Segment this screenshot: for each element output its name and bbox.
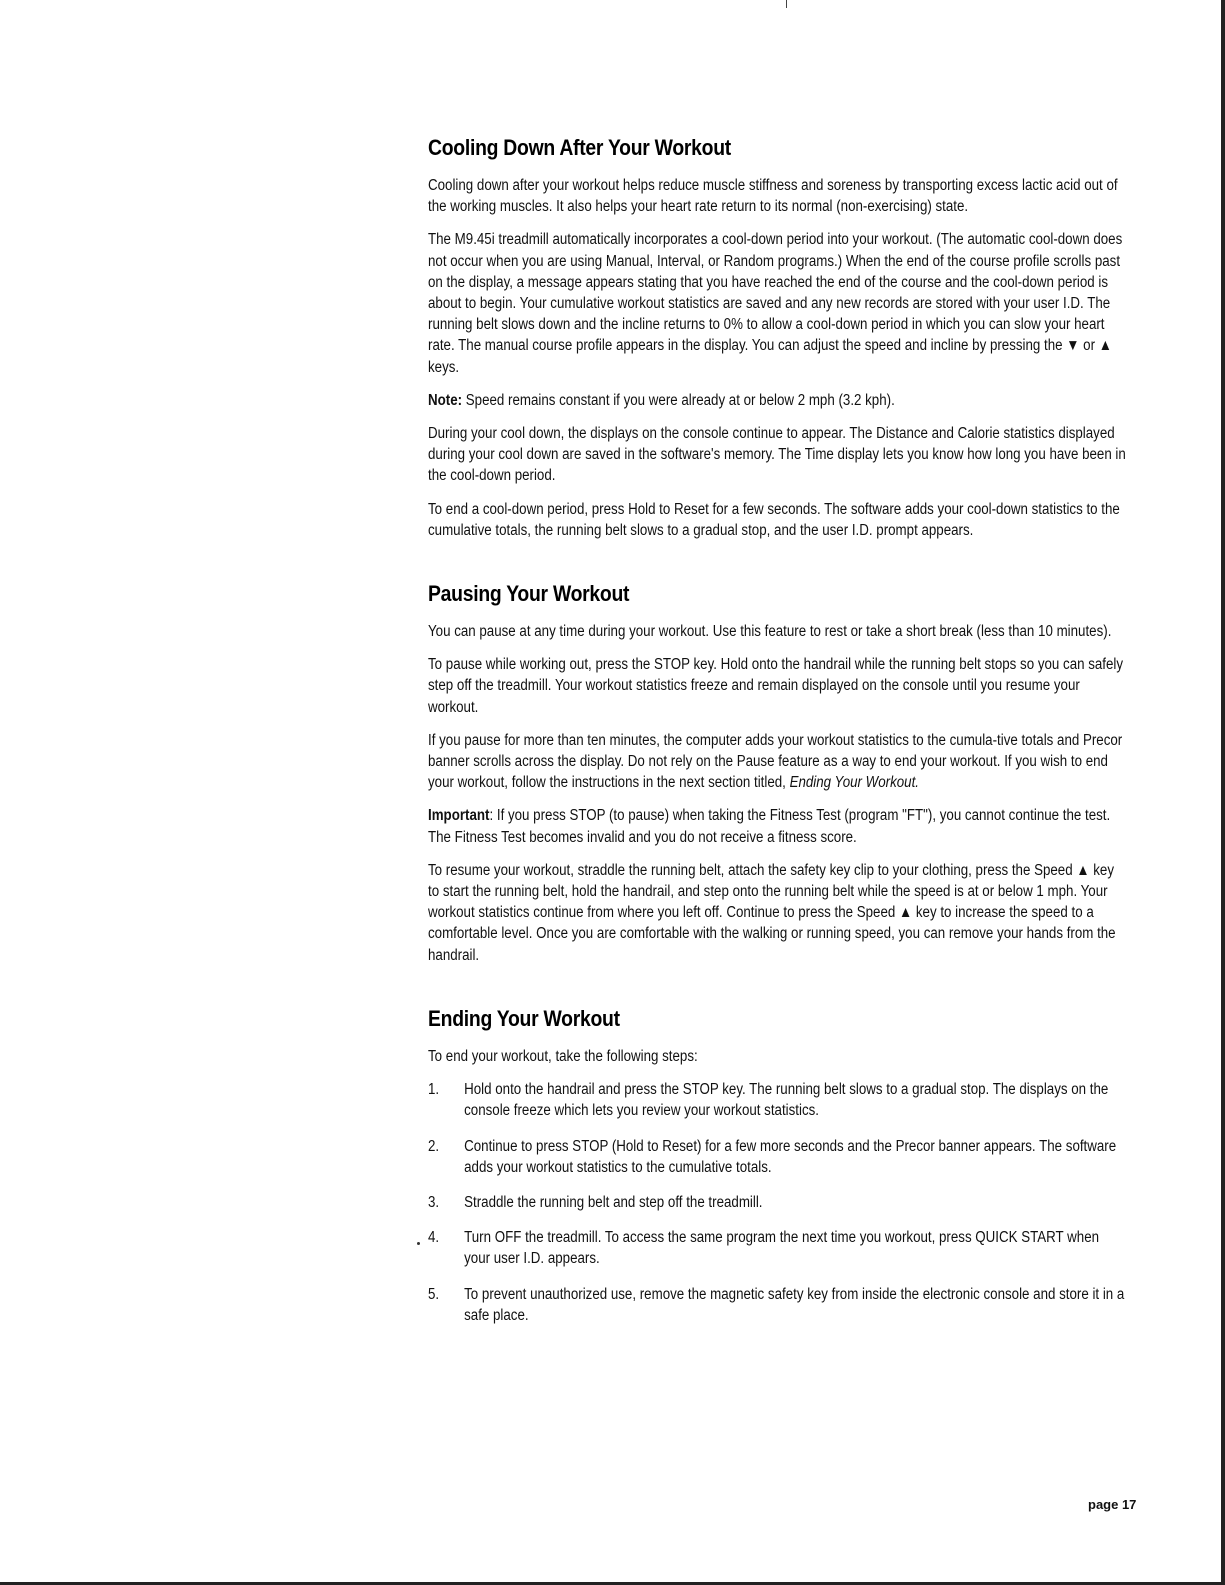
list-item (428, 1136, 1128, 1178)
step-text: Turn OFF the treadmill. To access the same program the next time you workout, press QUICK START when your user I.D. appears. (464, 1229, 1100, 1268)
paragraph: Cooling down after your workout helps reduce muscle stiffness and soreness by transporting excess lactic acid out of the working muscles. It also helps your heart rate return to its normal (non-exercising) state. (428, 177, 1118, 216)
list-item (428, 1227, 1128, 1269)
step-text: To prevent unauthorized use, remove the magnetic safety key from inside the electronic console and store it in a safe place. (464, 1285, 1125, 1324)
section-title-cooling: Cooling Down After Your Workout (428, 135, 731, 160)
paragraph: To resume your workout, straddle the running belt, attach the safety key clip to your clothing, press the Speed ▲ key to start the running belt, hold the handrail, and step onto the running belt while the speed is at or below 1 mph. Your workout statistics continue from where you left off. Continue to press the Speed ▲ key to increase the speed to a comfortable level. Once you are comfortable with the walking or running speed, you can remove your hands from the handrail. (428, 861, 1116, 964)
note-paragraph (428, 390, 1128, 411)
paragraph: To end your workout, take the following steps: (428, 1047, 698, 1065)
step-number: 3. (428, 1193, 440, 1211)
step-text: Continue to press STOP (Hold to Reset) for a few more seconds and the Precor banner appears. The software adds your workout statistics to the cumulative totals. (464, 1137, 1117, 1176)
scan-mark (786, 0, 787, 8)
section-title-ending: Ending Your Workout (428, 1005, 620, 1031)
step-number: 2. (428, 1137, 440, 1155)
paragraph: To pause while working out, press the STOP key. Hold onto the handrail while the running belt stops so you can safely step off the treadmill. Your workout statistics freeze and remain displayed on the console until you resume your workout. (428, 656, 1124, 716)
note-label: Note: (428, 391, 463, 409)
section-cooling-down (428, 135, 1130, 541)
step-number: 5. (428, 1285, 440, 1303)
paragraph (428, 730, 1128, 794)
important-paragraph (428, 805, 1128, 847)
document-body (428, 135, 1130, 1366)
list-item (428, 1284, 1128, 1326)
step-text: Straddle the running belt and step off the treadmill. (464, 1193, 763, 1211)
paragraph-text: If you pause for more than ten minutes, the computer adds your workout statistics to the cumula-tive totals and Precor banner scrolls across the display. Do not rely on the Pause feature as a way to end your workout. If you wish to end your workout, follow the instructions in the next section titled, (428, 731, 1123, 792)
page-number: page 17 (1088, 1497, 1137, 1512)
paragraph: During your cool down, the displays on the console continue to appear. The Distance and Calorie statistics displayed during your cool down are saved in the software's memory. The Time display lets you know how long you have been in the cool-down period. (428, 425, 1126, 485)
section-reference: Ending Your Workout. (789, 774, 920, 792)
scan-dot (417, 1242, 420, 1245)
paragraph: You can pause at any time during your workout. Use this feature to rest or take a short break (less than 10 minutes). (428, 623, 1112, 641)
step-number: 4. (428, 1229, 440, 1247)
page-edge (1221, 0, 1225, 1585)
section-title-pausing: Pausing Your Workout (428, 581, 630, 607)
important-label: Important (428, 807, 490, 825)
paragraph: To end a cool-down period, press Hold to Reset for a few seconds. The software adds your cool-down statistics to the cumulative totals, the running belt slows to a gradual stop, and the user I.D. prompt appears. (428, 500, 1120, 539)
step-text: Hold onto the handrail and press the STOP key. The running belt slows to a gradual stop. The displays on the console freeze which lets you review your workout statistics. (464, 1081, 1109, 1120)
section-pausing (428, 581, 1130, 966)
section-ending (428, 1006, 1130, 1326)
list-item (428, 1192, 1128, 1213)
list-item (428, 1079, 1128, 1121)
paragraph: The M9.45i treadmill automatically incorporates a cool-down period into your workout. (The automatic cool-down does not occur when you are using Manual, Interval, or Random programs.) When the end of the course profile scrolls past on the display, a message appears stating that you have reached the end of the course and the cool-down period is about to begin. Your cumulative workout statistics are saved and any new records are stored with your user I.D. The running belt slows down and the incline returns to 0% to allow a cool-down period in which you can slow your heart rate. The manual course profile appears in the display. You can adjust the speed and incline by pressing the ▼ or ▲ keys. (428, 231, 1123, 376)
note-text: Speed remains constant if you were already at or below 2 mph (3.2 kph). (462, 391, 895, 409)
step-number: 1. (428, 1081, 440, 1099)
important-text: : If you press STOP (to pause) when taking the Fitness Test (program "FT"), you cannot continue the test. The Fitness Test becomes invalid and you do not receive a fitness score. (428, 807, 1111, 846)
steps-list (428, 1079, 1130, 1326)
